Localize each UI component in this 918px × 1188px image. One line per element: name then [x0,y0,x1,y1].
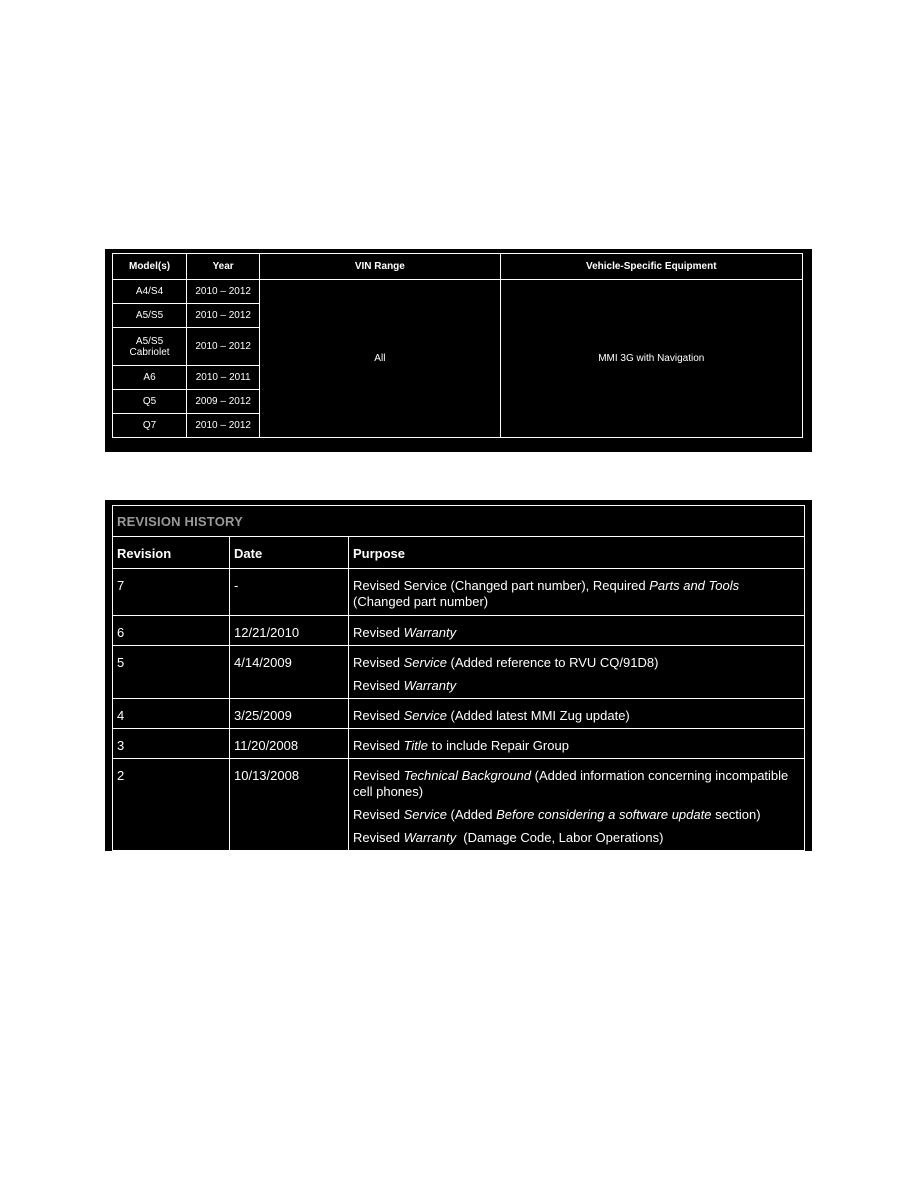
purpose-emphasis: Technical Background [403,768,532,783]
purpose-cell [349,759,805,851]
revision-cell: 6 [113,616,230,646]
model-cell: A4/S4 [113,280,187,304]
purpose-line [353,708,800,724]
purpose-emphasis: Warranty [403,678,457,693]
date-cell: 12/21/2010 [230,616,349,646]
purpose-text: (Added information concerning incompatible cell phones) [353,768,789,799]
table-row [113,646,805,699]
purpose-emphasis: Parts and Tools [649,578,740,593]
date-cell: 3/25/2009 [230,699,349,729]
vin-range-cell: All [260,280,500,438]
purpose-line [353,768,800,800]
purpose-text: Revised [353,807,404,822]
purpose-text: (Changed part number) [353,594,489,609]
date-cell: - [230,569,349,616]
col-header-models: Model(s) [113,254,187,280]
model-cell: Q7 [113,414,187,438]
purpose-text: (Added reference to RVU CQ/91D8) [446,655,659,670]
revision-cell: 5 [113,646,230,699]
year-cell: 2010 – 2012 [187,414,260,438]
revision-history-title: REVISION HISTORY [113,506,805,537]
purpose-text: (Damage Code, Labor Operations) [456,830,664,845]
revision-cell: 7 [113,569,230,616]
col-header-equipment: Vehicle-Specific Equipment [500,254,802,280]
purpose-line [353,678,800,694]
purpose-text: Revised [353,655,404,670]
model-cell: A5/S5 [113,304,187,328]
vehicle-applicability-table [112,253,803,438]
purpose-cell [349,729,805,759]
col-header-vin-range: VIN Range [260,254,500,280]
purpose-line [353,807,800,823]
revision-cell: 2 [113,759,230,851]
model-cell: A6 [113,366,187,390]
revision-history-table [112,505,805,851]
purpose-cell [349,699,805,729]
model-line-1: A5/S5 [135,335,164,347]
purpose-line [353,655,800,671]
equipment-cell: MMI 3G with Navigation [500,280,802,438]
purpose-text: (Added latest MMI Zug update) [446,708,630,723]
purpose-text: (Added [446,807,497,822]
year-cell: 2010 – 2012 [187,304,260,328]
purpose-emphasis: Warranty [403,625,457,640]
purpose-text: Revised [353,678,404,693]
purpose-emphasis: Service [403,655,447,670]
vehicle-applicability-panel [105,249,812,452]
year-cell: 2009 – 2012 [187,390,260,414]
table-row [113,280,803,304]
purpose-text: Revised [353,625,404,640]
date-cell: 11/20/2008 [230,729,349,759]
purpose-emphasis: Warranty [403,830,457,845]
year-cell: 2010 – 2012 [187,328,260,366]
header-row [113,254,803,280]
table-row [113,699,805,729]
year-cell: 2010 – 2011 [187,366,260,390]
purpose-cell [349,646,805,699]
model-line-2: Cabriolet [129,346,170,358]
year-cell: 2010 – 2012 [187,280,260,304]
purpose-emphasis: Before considering a software update [496,807,712,822]
header-row [113,537,805,569]
purpose-text: Revised [353,830,404,845]
purpose-line [353,830,800,846]
date-cell: 4/14/2009 [230,646,349,699]
purpose-text: Revised [353,708,404,723]
table-row [113,616,805,646]
purpose-line [353,578,800,610]
purpose-text: to include Repair Group [428,738,569,753]
purpose-emphasis: Title [403,738,429,753]
revision-cell: 3 [113,729,230,759]
purpose-text: section) [711,807,761,822]
purpose-line [353,625,800,641]
col-header-revision: Revision [113,537,230,569]
table-row [113,759,805,851]
col-header-purpose: Purpose [349,537,805,569]
revision-history-panel [105,500,812,851]
purpose-text: Revised [353,738,404,753]
purpose-text: Revised Service (Changed part number), Required [353,578,650,593]
purpose-cell [349,569,805,616]
purpose-emphasis: Service [403,807,447,822]
purpose-text: Revised [353,768,404,783]
model-cell: Q5 [113,390,187,414]
model-cell [113,328,187,366]
purpose-cell [349,616,805,646]
table-row [113,729,805,759]
purpose-emphasis: Service [403,708,447,723]
col-header-date: Date [230,537,349,569]
revision-cell: 4 [113,699,230,729]
title-row [113,506,805,537]
purpose-line [353,738,800,754]
table-row [113,569,805,616]
date-cell: 10/13/2008 [230,759,349,851]
col-header-year: Year [187,254,260,280]
